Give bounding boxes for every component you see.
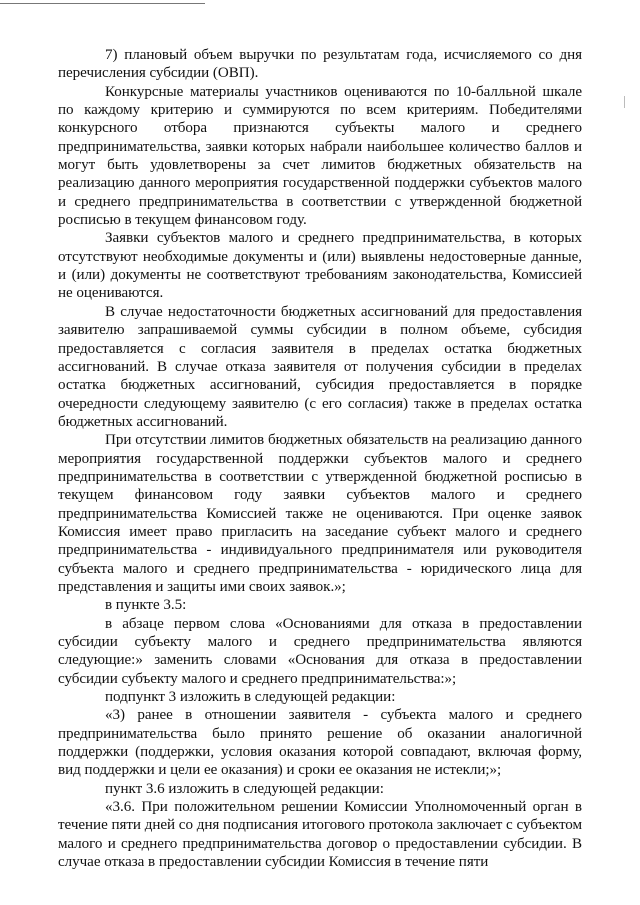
paragraph-subpoint-3: подпункт 3 изложить в следующей редакции:	[105, 689, 396, 706]
paragraph-point-3-5: в пункте 3.5:	[105, 597, 187, 614]
paragraph-subpoint-3-text: «3) ранее в отношении заявителя - субъекта малого и среднего предпринимательства было принято решение об оказании аналогичной поддержки (поддержки, условия оказания которой совпадают, включая форму, вид поддержки и цели ее оказания) и сроки ее оказания не истекли;»;	[58, 707, 582, 779]
paragraph-point-3-6-text: «3.6. При положительном решении Комиссии Уполномоченный орган в течение пяти дней со дня подписания итогового протокола заключает с субъектом малого и среднего предпринимательства договор о предоставлении субсидии. В случае отказа в предоставлении субсидии Комиссия в течение пяти	[58, 799, 582, 871]
scan-top-rule	[0, 3, 205, 4]
paragraph-no-limits: При отсутствии лимитов бюджетных обязательств на реализацию данного мероприятия государственной поддержки субъектов малого и среднего предпринимательства в соответствии с утвержденной бюджетной росписью в текущем финансовом году заявки субъектов малого и среднего предпринимательства Комиссией также не оцениваются. При оценке заявок Комиссия имеет право пригласить на заседание субъект малого и среднего предпринимательства - индивидуального предпринимателя или руководителя субъекта малого и среднего предпринимательства - юридического лица для представления и защиты ими своих заявок.»;	[58, 432, 582, 595]
paragraph-point-3-6: пункт 3.6 изложить в следующей редакции:	[105, 780, 384, 797]
document-page	[58, 46, 582, 871]
paragraph-first-subparagraph: в абзаце первом слова «Основаниями для отказа в предоставлении субсидии субъекту малого и среднего предпринимательства являются следующие:» заменить словами «Основания для отказа в предоставлении субсидии субъекту малого и среднего предпринимательства:»;	[58, 615, 582, 687]
paragraph-item-7: 7) плановый объем выручки по результатам года, исчисляемого со дня перечисления субсидии (ОВП).	[58, 47, 582, 82]
paragraph-evaluation: Конкурсные материалы участников оцениваются по 10-балльной шкале по каждому критерию и суммируются по всем критериям. Победителями конкурсного отбора признаются субъекты малого и среднего предпринимательства, заявки которых набрали наибольшее количество баллов и могут быть удовлетворены за счет лимитов бюджетных обязательств на реализацию данного мероприятия государственной поддержки субъектов малого и среднего предпринимательства в соответствии с утвержденной бюджетной росписью в текущем финансовом году.	[58, 83, 582, 229]
scan-margin-mark	[624, 96, 625, 108]
paragraph-insufficient-funds: В случае недостаточности бюджетных ассигнований для предоставления заявителю запрашиваемой суммы субсидии в полном объеме, субсидия предоставляется с согласия заявителя в пределах остатка бюджетных ассигнований. В случае отказа заявителя от получения субсидии в пределах остатка бюджетных ассигнований, субсидия предоставляется в порядке очередности следующему заявителю (с его согласия) также в пределах остатка бюджетных ассигнований.	[58, 303, 582, 430]
paragraph-not-evaluated: Заявки субъектов малого и среднего предпринимательства, в которых отсутствуют необходимые документы и (или) выявлены недостоверные данные, и (или) документы не соответствуют требованиям законодательства, Комиссией не оцениваются.	[58, 230, 582, 302]
